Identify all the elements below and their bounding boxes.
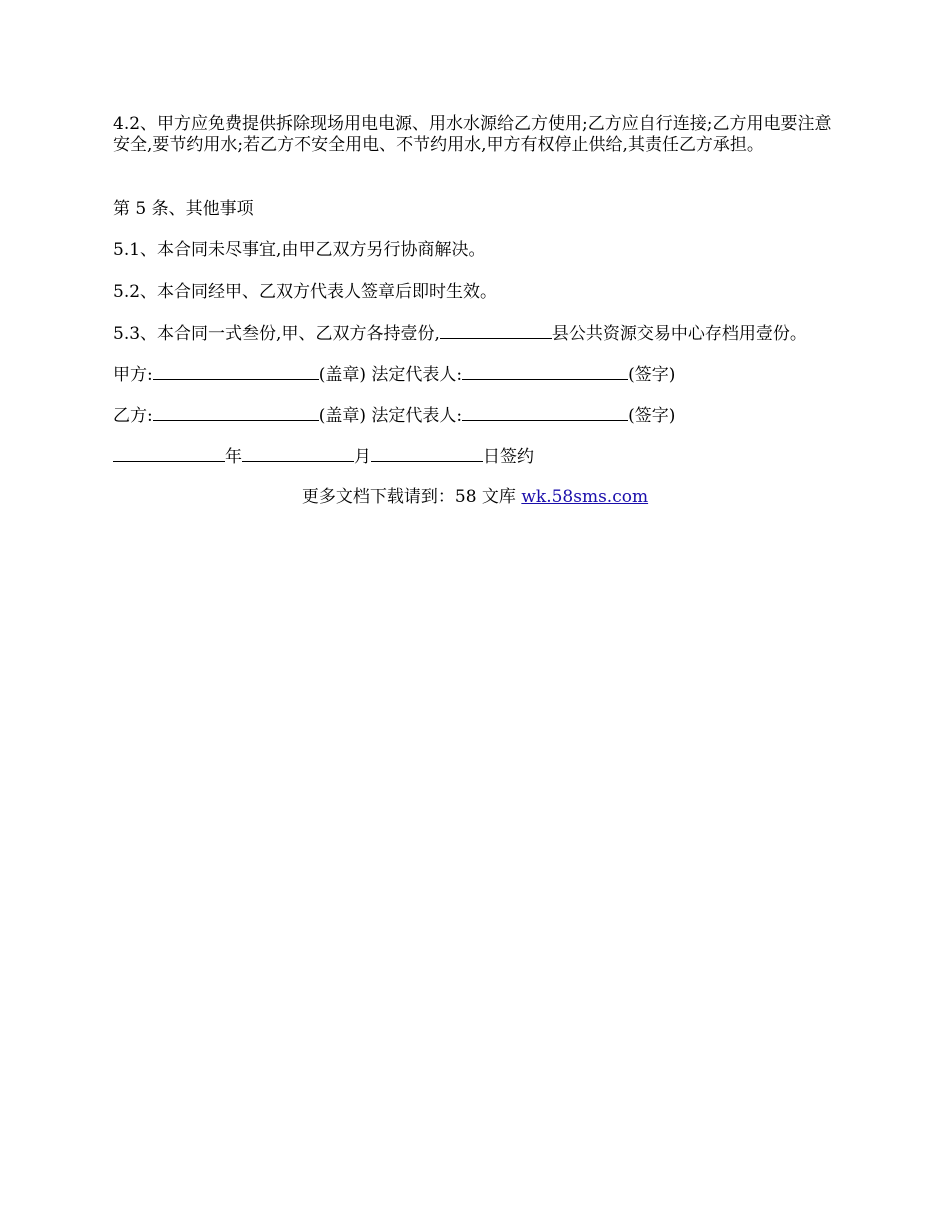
day-label: 日签约	[483, 447, 534, 467]
footer	[0, 487, 950, 508]
clause-5-3	[113, 323, 807, 345]
clause-5-2: 5.2、本合同经甲、乙双方代表人签章后即时生效。	[113, 282, 498, 302]
party-a-sign-label: (签字)	[628, 365, 676, 385]
month-blank[interactable]	[242, 446, 354, 462]
party-b-signature-line	[113, 405, 675, 427]
party-b-representative-blank[interactable]	[462, 405, 628, 421]
clause-4-2: 4.2、甲方应免费提供拆除现场用电电源、用水水源给乙方使用;乙方应自行连接;乙方用电要注意安全,要节约用水;若乙方不安全用电、不节约用水,甲方有权停止供给,其责任乙方承担。	[113, 114, 832, 155]
party-a-label: 甲方:	[113, 365, 153, 385]
section-5-title: 第 5 条、其他事项	[113, 199, 254, 219]
date-line	[113, 446, 534, 468]
month-label: 月	[354, 447, 371, 467]
party-a-representative-blank[interactable]	[462, 364, 628, 380]
party-a-signature-line	[113, 364, 675, 386]
year-label: 年	[225, 447, 242, 467]
party-b-label: 乙方:	[113, 406, 153, 426]
county-blank[interactable]	[440, 323, 552, 339]
party-b-seal-label: (盖章) 法定代表人:	[318, 406, 463, 426]
clause-5-3-before: 5.3、本合同一式叁份,甲、乙双方各持壹份,	[113, 324, 440, 344]
party-b-sign-label: (签字)	[628, 406, 676, 426]
party-a-seal-label: (盖章) 法定代表人:	[318, 365, 463, 385]
party-b-name-blank[interactable]	[153, 405, 319, 421]
clause-5-3-after: 县公共资源交易中心存档用壹份。	[551, 324, 807, 344]
footer-link[interactable]: wk.58sms.com	[521, 487, 649, 507]
clause-5-1: 5.1、本合同未尽事宜,由甲乙双方另行协商解决。	[113, 240, 486, 260]
year-blank[interactable]	[113, 446, 225, 462]
day-blank[interactable]	[371, 446, 483, 462]
footer-text: 更多文档下载请到：58 文库	[301, 487, 522, 507]
party-a-name-blank[interactable]	[153, 364, 319, 380]
